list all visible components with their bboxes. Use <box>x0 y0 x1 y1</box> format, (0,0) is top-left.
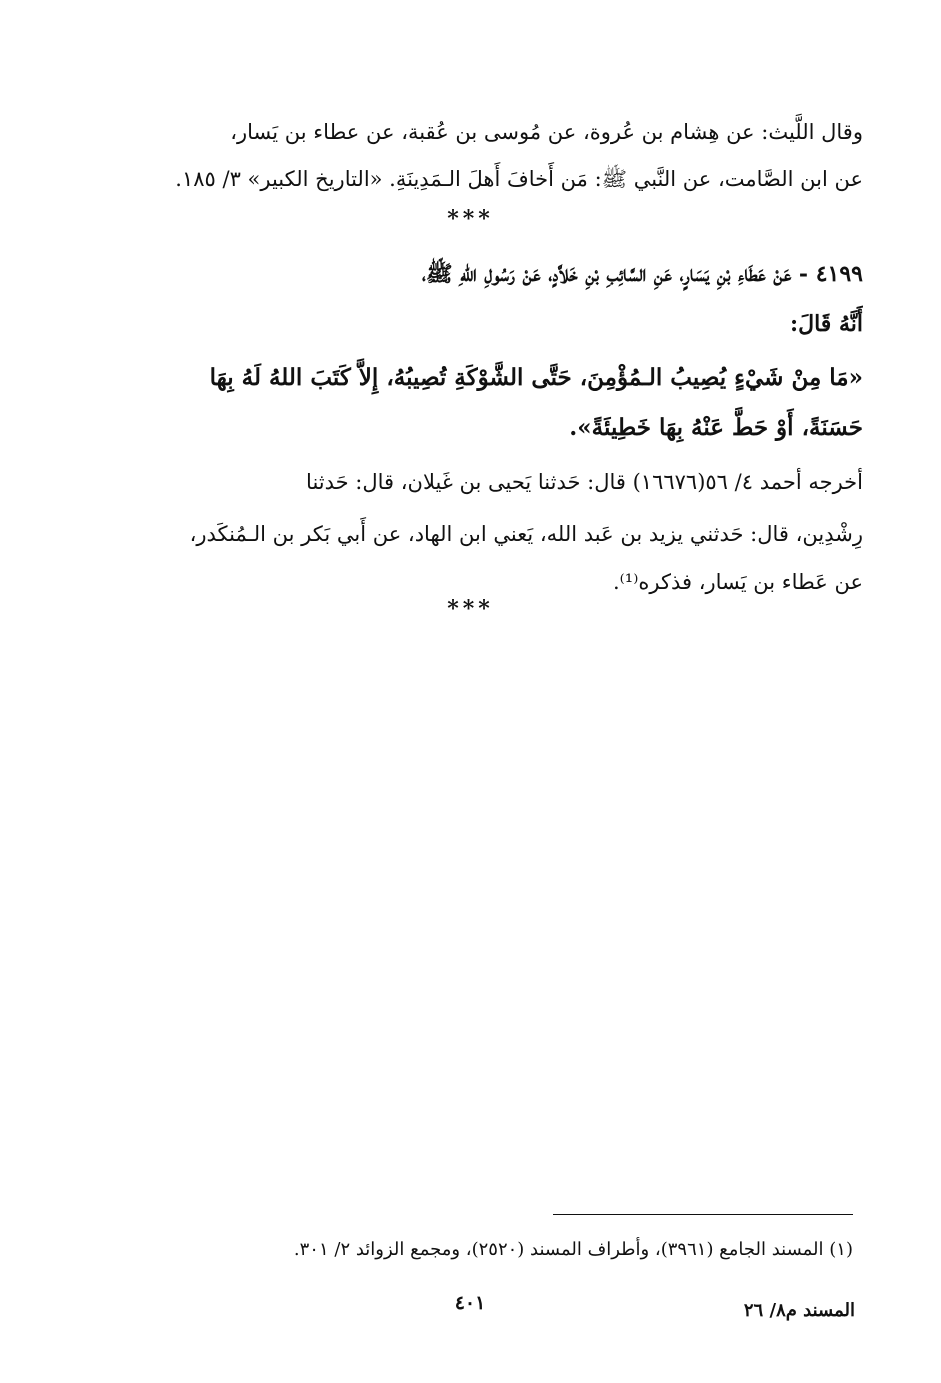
hadith-matn-line-2: حَسَنَةً، أَوْ حَطَّ عَنْهُ بِهَا خَطِيئَةً». <box>569 414 863 441</box>
takhrij-line-2: رِشْدِين، قال: حَدثني يزيد بن عَبد الله، يَعني ابن الهاد، عن أَبي بَكر بن الـمُنكَدر، <box>189 522 863 546</box>
note-line-2: عن ابن الصَّامت، عن النَّبي ﷺ: مَن أَخافَ أَهلَ الـمَدِينَةِ. «التاريخ الكبير» ٣/ ١٨٥. <box>175 167 863 191</box>
note-line-1: وقال اللَّيث: عن هِشام بن عُروة، عن مُوسى بن عُقبة، عن عطاء بن يَسار، <box>230 120 863 144</box>
footnote-rule <box>553 1214 853 1215</box>
takhrij-line-1: أخرجه أحمد ٤/ ٥٦(١٦٦٧٦) قال: حَدثنا يَحيى بن غَيلان، قال: حَدثنا <box>306 470 863 494</box>
running-foot: المسند م٨/ ٢٦ <box>743 1300 855 1321</box>
page-number: ٤٠١ <box>454 1292 486 1314</box>
section-separator: *** <box>447 596 494 622</box>
section-separator: *** <box>447 206 494 232</box>
hadith-matn-line-1: «مَا مِنْ شَيْءٍ يُصِيبُ الـمُؤْمِنَ، حَتَّى الشَّوْكَةِ تُصِيبُهُ، إِلاَّ كَتَبَ اللهُ لَهُ بِهَا <box>209 364 863 391</box>
footnote: (١) المسند الجامع (٣٩٦١)، وأطراف المسند (٢٥٢٠)، ومجمع الزوائد ٢/ ٣٠١. <box>293 1239 853 1260</box>
hadith-isnad-line-2: أَنَّهُ قَالَ: <box>789 311 863 337</box>
hadith-isnad-line-1: ٤١٩٩ - عَنْ عَطَاءِ بْنِ يَسَارٍ، عَنِ السَّائِبِ بْنِ خَلاَّدٍ، عَنْ رَسُولِ اللهِ ﷺ، <box>421 261 863 287</box>
takhrij-line-3: عن عَطاء بن يَسار، فذكره⁽¹⁾. <box>612 570 863 594</box>
